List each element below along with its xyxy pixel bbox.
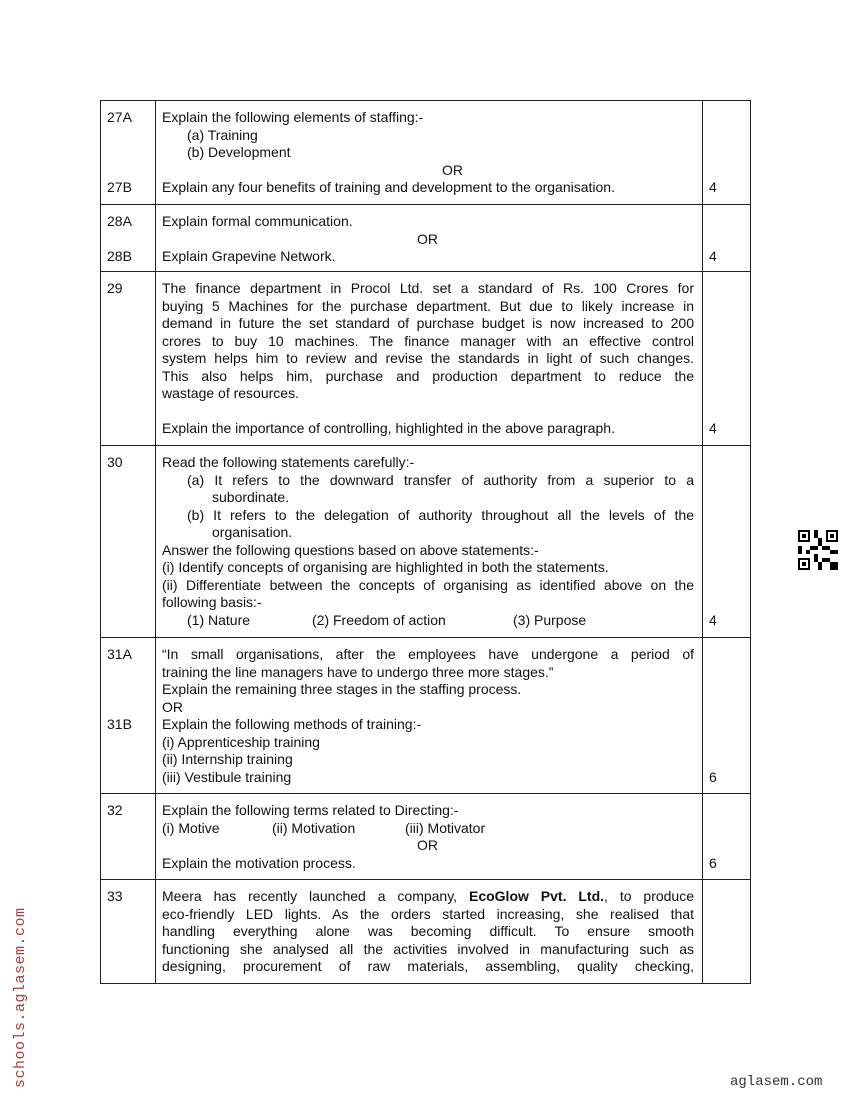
question-text	[162, 888, 694, 906]
question-table	[100, 100, 751, 984]
basis-list	[162, 612, 694, 630]
qr-code-icon	[798, 530, 838, 570]
question-text: wastage of resources.	[162, 385, 299, 401]
question-number: 27B	[107, 179, 132, 195]
question-text: following basis:-	[162, 594, 262, 610]
question-number: 32	[107, 802, 123, 818]
question-text: (i) Identify concepts of organising are highlighted in both the statements.	[162, 559, 609, 575]
statement-a: (a) It refers to the downward transfer of authority from a superior to a	[187, 471, 694, 488]
question-text: eco-friendly LED lights. As the orders started increasing, she realised that	[162, 905, 694, 922]
question-text: Explain any four benefits of training and development to the organisation.	[162, 179, 615, 195]
question-text: “In small organisations, after the employees have undergone a period of	[162, 646, 694, 662]
question-text: system helps him to review and revise the standards in light of such changes.	[162, 350, 694, 366]
term-item: (iii) Motivator	[405, 819, 486, 836]
or-separator: OR	[442, 161, 463, 178]
question-number: 29	[107, 280, 123, 296]
term-item: (i) Motive	[162, 819, 220, 836]
text-segment: Meera has recently launched a company,	[162, 888, 458, 904]
question-text: (ii) Differentiate between the concepts of organising as identified above on the	[162, 576, 694, 593]
statement-b-cont: organisation.	[212, 524, 293, 540]
question-text: functioning she analysed all the activities involved in manufacturing such as	[162, 940, 694, 957]
question-row-31	[101, 638, 751, 794]
basis-item: (1) Nature	[187, 611, 251, 628]
question-row-33	[101, 880, 751, 984]
marks: 4	[709, 248, 717, 264]
question-text: handling everything alone was becoming difficult. To ensure smooth	[162, 923, 694, 939]
question-text: Explain Grapevine Network.	[162, 248, 336, 264]
marks: 4	[709, 611, 717, 628]
statement-b: (b) It refers to the delegation of authority throughout all the levels of the	[187, 506, 694, 523]
statement-a-cont: subordinate.	[212, 489, 290, 505]
question-text: demand in future the set standard of purchase budget is now increased to 200	[162, 315, 694, 331]
question-option: (iii) Vestibule training	[162, 768, 292, 785]
question-number: 28A	[107, 213, 132, 229]
question-text: crores to buy 10 machines. The finance manager with an effective control	[162, 332, 694, 349]
question-text: This also helps him, purchase and production department to reduce the	[162, 367, 694, 384]
or-separator: OR	[162, 698, 183, 715]
question-number: 33	[107, 888, 123, 904]
marks: 4	[709, 420, 717, 436]
question-text: Explain formal communication.	[162, 213, 353, 229]
question-text: Explain the following methods of training:-	[162, 716, 422, 732]
question-text: training the line managers have to undergo three more stages.”	[162, 663, 554, 680]
terms-list	[162, 820, 694, 838]
question-row-29	[101, 272, 751, 446]
company-name: EcoGlow Pvt. Ltd.	[468, 888, 605, 904]
question-text: Explain the following terms related to Directing:-	[162, 802, 459, 818]
question-text: The finance department in Procol Ltd. set a standard of Rs. 100 Crores for	[162, 280, 694, 296]
question-text: Explain the remaining three stages in the staffing process.	[162, 681, 522, 697]
question-option: (a) Training	[187, 126, 258, 143]
question-row-32	[101, 794, 751, 880]
question-option: (b) Development	[187, 144, 291, 160]
text-segment: , to produce	[604, 888, 694, 904]
question-text: designing, procurement of raw materials, assembling, quality checking,	[162, 958, 694, 974]
question-number: 30	[107, 454, 123, 470]
marks: 4	[709, 179, 717, 195]
question-row-30	[101, 446, 751, 638]
question-number: 31A	[107, 646, 132, 662]
question-number: 31B	[107, 716, 132, 732]
question-row-28	[101, 205, 751, 272]
question-row-27	[101, 101, 751, 205]
question-text: Read the following statements carefully:-	[162, 454, 415, 470]
basis-item: (3) Purpose	[513, 611, 587, 628]
basis-item: (2) Freedom of action	[312, 611, 446, 628]
question-text: Explain the motivation process.	[162, 854, 356, 871]
question-text: Explain the importance of controlling, highlighted in the above paragraph.	[162, 420, 615, 436]
watermark: schools.aglasem.com	[12, 907, 29, 1088]
marks: 6	[709, 768, 717, 785]
term-item: (ii) Motivation	[272, 819, 356, 836]
question-text: Explain the following elements of staffing:-	[162, 109, 424, 125]
or-separator: OR	[417, 837, 438, 853]
question-number: 27A	[107, 109, 132, 125]
or-separator: OR	[417, 230, 438, 247]
marks: 6	[709, 854, 717, 871]
question-text: Answer the following questions based on above statements:-	[162, 541, 539, 558]
footer-site: aglasem.com	[730, 1074, 823, 1090]
question-number: 28B	[107, 248, 132, 264]
question-option: (ii) Internship training	[162, 751, 293, 767]
question-text: buying 5 Machines for the purchase department. But due to likely increase in	[162, 297, 694, 314]
question-option: (i) Apprenticeship training	[162, 733, 320, 750]
